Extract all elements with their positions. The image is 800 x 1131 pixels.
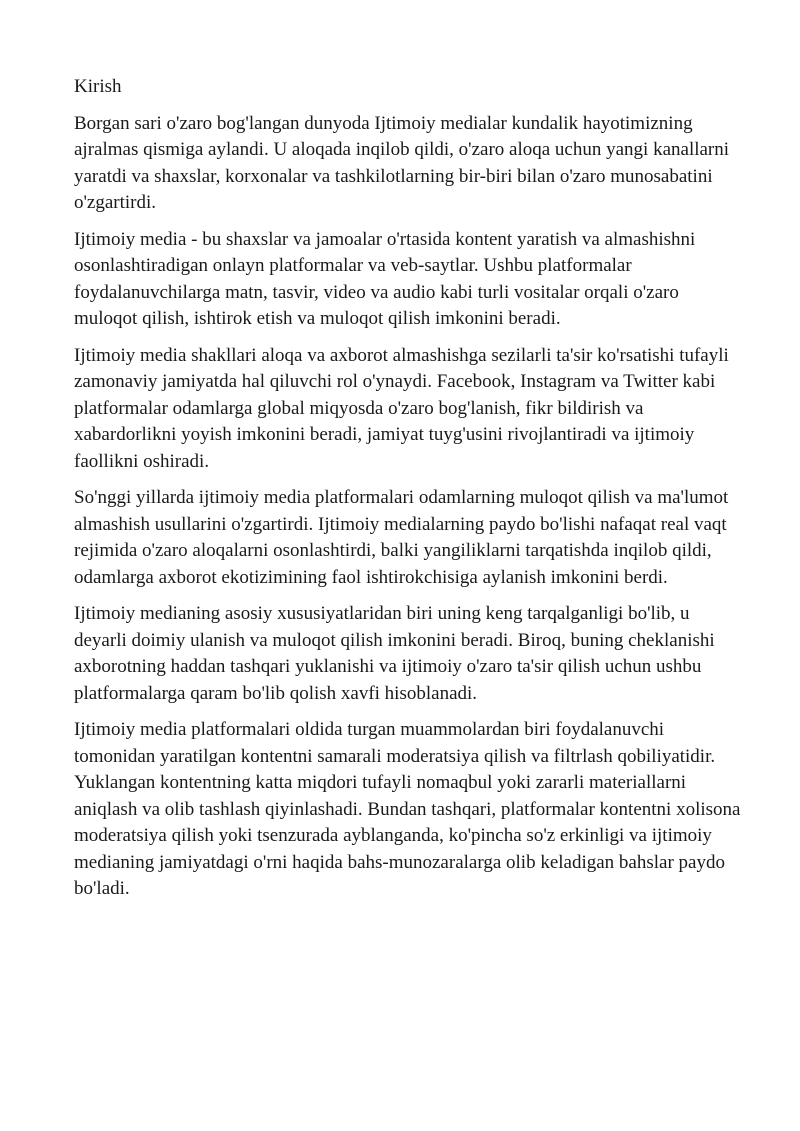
section-heading: Kirish	[74, 76, 122, 97]
document-page	[74, 74, 744, 913]
paragraph-2: Ijtimoiy media - bu shaxslar va jamoalar o'rtasida kontent yaratish va almashishni osonlashtiradigan onlayn platformalar va veb-saytlar. Ushbu platformalar foydalanuvchilarga matn, tasvir, video va audio kabi turli vositalar orqali o'zaro muloqot qilish, ishtirok etish va muloqot qilish imkonini beradi.	[74, 228, 696, 329]
paragraph-3: Ijtimoiy media shakllari aloqa va axborot almashishga sezilarli ta'sir ko'rsatishi tufayli zamonaviy jamiyatda hal qiluvchi rol o'ynaydi. Facebook, Instagram va Twitter kabi platformalar odamlarga global miqyosda o'zaro bog'lanish, fikr bildirish va xabardorlikni yoyish imkonini beradi, jamiyat tuyg'usini rivojlantiradi va ijtimoiy faollikni oshiradi.	[74, 344, 729, 472]
paragraph-6: Ijtimoiy media platformalari oldida turgan muammolardan biri foydalanuvchi tomonidan yaratilgan kontentni samarali moderatsiya qilish va filtrlash qobiliyatidir. Yuklangan kontentning katta miqdori tufayli nomaqbul yoki zararli materiallarni aniqlash va olib tashlash qiyinlashadi. Bundan tashqari, platformalar kontentni xolisona moderatsiya qilish yoki tsenzurada ayblanganda, ko'pincha so'z erkinligi va ijtimoiy medianing jamiyatdagi o'rni haqida bahs-munozaralarga olib keladigan bahslar paydo bo'ladi.	[74, 719, 741, 899]
paragraph-1: Borgan sari o'zaro bog'langan dunyoda Ijtimoiy medialar kundalik hayotimizning ajralmas qismiga aylandi. U aloqada inqilob qildi, o'zaro aloqa uchun yangi kanallarni yaratdi va shaxslar, korxonalar va tashkilotlarning bir-biri bilan o'zaro munosabatini o'zgartirdi.	[74, 112, 730, 213]
paragraph-4: So'nggi yillarda ijtimoiy media platformalari odamlarning muloqot qilish va ma'lumot almashish usullarini o'zgartirdi. Ijtimoiy medialarning paydo bo'lishi nafaqat real vaqt rejimida o'zaro aloqalarni osonlashtirdi, balki yangiliklarni tarqatishda inqilob qildi, odamlarga axborot ekotizimining faol ishtirokchisiga aylanish imkonini berdi.	[74, 487, 729, 588]
paragraph-5: Ijtimoiy medianing asosiy xususiyatlaridan biri uning keng tarqalganligi bo'lib, u deyarli doimiy ulanish va muloqot qilish imkonini beradi. Biroq, buning cheklanishi axborotning haddan tashqari yuklanishi va ijtimoiy o'zaro ta'sir qilish uchun ushbu platformalarga qaram bo'lib qolish xavfi hisoblanadi.	[74, 603, 715, 704]
